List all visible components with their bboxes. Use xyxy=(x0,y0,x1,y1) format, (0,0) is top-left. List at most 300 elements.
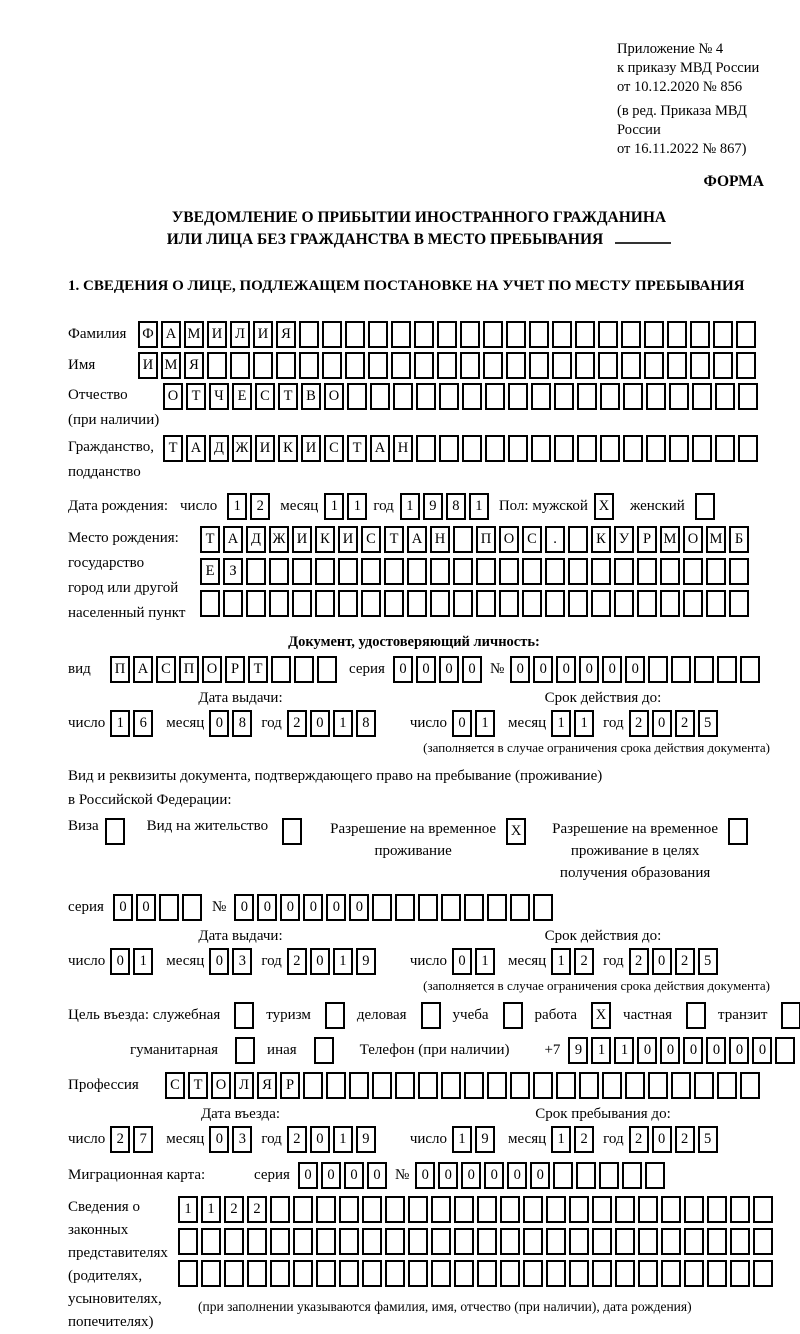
char-cell[interactable] xyxy=(201,1228,221,1255)
char-cell[interactable] xyxy=(201,1260,221,1287)
char-cell[interactable]: П xyxy=(110,656,130,683)
char-cell[interactable] xyxy=(661,1228,681,1255)
char-cell[interactable]: С xyxy=(165,1072,185,1099)
char-cell[interactable] xyxy=(500,1228,520,1255)
char-cell[interactable] xyxy=(339,1260,359,1287)
char-cell[interactable]: 2 xyxy=(574,1126,594,1153)
char-cell[interactable]: 0 xyxy=(113,894,133,921)
char-cell[interactable]: 1 xyxy=(324,493,344,520)
char-cell[interactable] xyxy=(317,656,337,683)
char-cell[interactable]: 3 xyxy=(232,1126,252,1153)
char-cell[interactable] xyxy=(230,352,250,379)
char-cell[interactable]: Т xyxy=(248,656,268,683)
char-cell[interactable] xyxy=(224,1260,244,1287)
char-cell[interactable] xyxy=(646,435,666,462)
char-cell[interactable]: 0 xyxy=(344,1162,364,1189)
char-cell[interactable] xyxy=(476,590,496,617)
char-cell[interactable]: 0 xyxy=(415,1162,435,1189)
char-cell[interactable]: К xyxy=(278,435,298,462)
char-cell[interactable]: А xyxy=(161,321,181,348)
char-cell[interactable] xyxy=(638,1228,658,1255)
char-cell[interactable] xyxy=(407,590,427,617)
char-cell[interactable] xyxy=(592,1260,612,1287)
char-cell[interactable]: 2 xyxy=(675,710,695,737)
char-cell[interactable]: 1 xyxy=(110,710,130,737)
char-cell[interactable]: 0 xyxy=(652,948,672,975)
char-cell[interactable] xyxy=(464,1072,484,1099)
char-cell[interactable] xyxy=(625,1072,645,1099)
char-cell[interactable]: 0 xyxy=(556,656,576,683)
char-cell[interactable] xyxy=(439,383,459,410)
char-cell[interactable]: . xyxy=(545,526,565,553)
char-cell[interactable]: Т xyxy=(186,383,206,410)
char-cell[interactable]: А xyxy=(186,435,206,462)
char-cell[interactable]: 0 xyxy=(507,1162,527,1189)
char-cell[interactable] xyxy=(510,894,530,921)
char-cell[interactable]: П xyxy=(179,656,199,683)
char-cell[interactable] xyxy=(246,558,266,585)
char-cell[interactable]: 1 xyxy=(551,948,571,975)
char-cell[interactable]: М xyxy=(161,352,181,379)
char-cell[interactable]: И xyxy=(292,526,312,553)
char-cell[interactable]: 1 xyxy=(475,948,495,975)
char-cell[interactable] xyxy=(579,1072,599,1099)
char-cell[interactable] xyxy=(483,321,503,348)
char-cell[interactable] xyxy=(740,1072,760,1099)
char-cell[interactable] xyxy=(247,1260,267,1287)
char-cell[interactable] xyxy=(460,352,480,379)
char-cell[interactable] xyxy=(531,383,551,410)
char-cell[interactable]: 2 xyxy=(574,948,594,975)
char-cell[interactable] xyxy=(531,435,551,462)
char-cell[interactable] xyxy=(372,1072,392,1099)
char-cell[interactable] xyxy=(430,590,450,617)
char-cell[interactable] xyxy=(270,1228,290,1255)
char-cell[interactable] xyxy=(416,383,436,410)
char-cell[interactable]: 0 xyxy=(462,656,482,683)
char-cell[interactable] xyxy=(487,894,507,921)
char-cell[interactable]: Я xyxy=(257,1072,277,1099)
char-cell[interactable] xyxy=(338,558,358,585)
char-cell[interactable]: 0 xyxy=(484,1162,504,1189)
char-cell[interactable] xyxy=(729,590,749,617)
char-cell[interactable] xyxy=(552,321,572,348)
char-cell[interactable]: 0 xyxy=(303,894,323,921)
char-cell[interactable] xyxy=(753,1196,773,1223)
char-cell[interactable]: 2 xyxy=(287,710,307,737)
char-cell[interactable]: 0 xyxy=(393,656,413,683)
char-cell[interactable] xyxy=(577,383,597,410)
char-cell[interactable] xyxy=(684,1228,704,1255)
char-cell[interactable] xyxy=(690,352,710,379)
char-cell[interactable] xyxy=(391,352,411,379)
char-cell[interactable] xyxy=(314,1037,334,1064)
char-cell[interactable]: С xyxy=(255,383,275,410)
char-cell[interactable]: Т xyxy=(188,1072,208,1099)
char-cell[interactable]: 3 xyxy=(232,948,252,975)
char-cell[interactable]: Н xyxy=(393,435,413,462)
char-cell[interactable] xyxy=(661,1260,681,1287)
char-cell[interactable] xyxy=(661,1196,681,1223)
char-cell[interactable] xyxy=(453,526,473,553)
char-cell[interactable]: 1 xyxy=(475,710,495,737)
char-cell[interactable] xyxy=(637,590,657,617)
char-cell[interactable] xyxy=(276,352,296,379)
char-cell[interactable] xyxy=(638,1196,658,1223)
char-cell[interactable] xyxy=(223,590,243,617)
char-cell[interactable]: И xyxy=(255,435,275,462)
char-cell[interactable] xyxy=(395,1072,415,1099)
char-cell[interactable] xyxy=(454,1196,474,1223)
char-cell[interactable]: 0 xyxy=(280,894,300,921)
char-cell[interactable] xyxy=(660,590,680,617)
char-cell[interactable]: 1 xyxy=(333,710,353,737)
char-cell[interactable] xyxy=(683,558,703,585)
char-cell[interactable] xyxy=(464,894,484,921)
char-cell[interactable] xyxy=(477,1228,497,1255)
char-cell[interactable] xyxy=(591,590,611,617)
char-cell[interactable]: 9 xyxy=(475,1126,495,1153)
char-cell[interactable] xyxy=(439,435,459,462)
char-cell[interactable] xyxy=(349,1072,369,1099)
char-cell[interactable] xyxy=(728,818,748,845)
char-cell[interactable] xyxy=(684,1196,704,1223)
char-cell[interactable] xyxy=(692,383,712,410)
char-cell[interactable]: 0 xyxy=(637,1037,657,1064)
char-cell[interactable] xyxy=(753,1260,773,1287)
char-cell[interactable] xyxy=(339,1196,359,1223)
char-cell[interactable]: 2 xyxy=(110,1126,130,1153)
char-cell[interactable] xyxy=(740,656,760,683)
char-cell[interactable] xyxy=(499,590,519,617)
char-cell[interactable] xyxy=(437,352,457,379)
char-cell[interactable] xyxy=(730,1228,750,1255)
char-cell[interactable] xyxy=(247,1228,267,1255)
char-cell[interactable]: Ж xyxy=(269,526,289,553)
char-cell[interactable]: 1 xyxy=(591,1037,611,1064)
char-cell[interactable] xyxy=(270,1260,290,1287)
char-cell[interactable] xyxy=(568,558,588,585)
char-cell[interactable] xyxy=(362,1260,382,1287)
char-cell[interactable] xyxy=(293,1260,313,1287)
char-cell[interactable]: С xyxy=(361,526,381,553)
char-cell[interactable] xyxy=(529,321,549,348)
char-cell[interactable]: 2 xyxy=(675,948,695,975)
char-cell[interactable]: 0 xyxy=(209,1126,229,1153)
char-cell[interactable] xyxy=(316,1196,336,1223)
char-cell[interactable]: 1 xyxy=(614,1037,634,1064)
char-cell[interactable] xyxy=(506,321,526,348)
char-cell[interactable] xyxy=(706,590,726,617)
char-cell[interactable] xyxy=(500,1196,520,1223)
char-cell[interactable]: П xyxy=(476,526,496,553)
char-cell[interactable] xyxy=(622,1162,642,1189)
char-cell[interactable]: 7 xyxy=(133,1126,153,1153)
char-cell[interactable] xyxy=(533,1072,553,1099)
char-cell[interactable] xyxy=(730,1260,750,1287)
char-cell[interactable] xyxy=(614,590,634,617)
char-cell[interactable]: О xyxy=(211,1072,231,1099)
char-cell[interactable]: 0 xyxy=(660,1037,680,1064)
char-cell[interactable] xyxy=(431,1228,451,1255)
char-cell[interactable] xyxy=(316,1260,336,1287)
char-cell[interactable]: 2 xyxy=(250,493,270,520)
char-cell[interactable] xyxy=(738,435,758,462)
char-cell[interactable]: Я xyxy=(184,352,204,379)
char-cell[interactable]: 2 xyxy=(629,1126,649,1153)
char-cell[interactable] xyxy=(645,1162,665,1189)
char-cell[interactable] xyxy=(384,558,404,585)
char-cell[interactable] xyxy=(506,352,526,379)
char-cell[interactable]: 6 xyxy=(133,710,153,737)
char-cell[interactable]: 0 xyxy=(257,894,277,921)
char-cell[interactable] xyxy=(460,321,480,348)
char-cell[interactable] xyxy=(347,383,367,410)
char-cell[interactable]: 0 xyxy=(579,656,599,683)
char-cell[interactable] xyxy=(207,352,227,379)
char-cell[interactable] xyxy=(523,1260,543,1287)
char-cell[interactable] xyxy=(695,493,715,520)
char-cell[interactable]: 0 xyxy=(298,1162,318,1189)
char-cell[interactable] xyxy=(503,1002,523,1029)
char-cell[interactable] xyxy=(315,590,335,617)
char-cell[interactable]: 0 xyxy=(234,894,254,921)
char-cell[interactable] xyxy=(671,656,691,683)
char-cell[interactable]: И xyxy=(338,526,358,553)
char-cell[interactable] xyxy=(621,352,641,379)
char-cell[interactable] xyxy=(326,1072,346,1099)
char-cell[interactable] xyxy=(362,1196,382,1223)
char-cell[interactable]: 0 xyxy=(439,656,459,683)
char-cell[interactable] xyxy=(523,1228,543,1255)
char-cell[interactable]: Т xyxy=(163,435,183,462)
char-cell[interactable]: О xyxy=(324,383,344,410)
char-cell[interactable]: 1 xyxy=(347,493,367,520)
char-cell[interactable]: 0 xyxy=(349,894,369,921)
char-cell[interactable]: 0 xyxy=(510,656,530,683)
char-cell[interactable] xyxy=(293,1228,313,1255)
char-cell[interactable]: 0 xyxy=(209,948,229,975)
char-cell[interactable]: И xyxy=(253,321,273,348)
char-cell[interactable] xyxy=(322,321,342,348)
char-cell[interactable] xyxy=(299,352,319,379)
char-cell[interactable]: 0 xyxy=(452,710,472,737)
char-cell[interactable]: 1 xyxy=(227,493,247,520)
char-cell[interactable] xyxy=(615,1260,635,1287)
char-cell[interactable]: 1 xyxy=(333,948,353,975)
char-cell[interactable]: 0 xyxy=(452,948,472,975)
char-cell[interactable]: 0 xyxy=(652,710,672,737)
char-cell[interactable] xyxy=(384,590,404,617)
char-cell[interactable] xyxy=(644,321,664,348)
char-cell[interactable]: 0 xyxy=(110,948,130,975)
char-cell[interactable] xyxy=(510,1072,530,1099)
char-cell[interactable] xyxy=(638,1260,658,1287)
char-cell[interactable]: 1 xyxy=(551,710,571,737)
char-cell[interactable]: И xyxy=(301,435,321,462)
char-cell[interactable]: Т xyxy=(347,435,367,462)
char-cell[interactable] xyxy=(499,558,519,585)
char-cell[interactable] xyxy=(692,435,712,462)
char-cell[interactable]: Р xyxy=(637,526,657,553)
char-cell[interactable] xyxy=(407,558,427,585)
char-cell[interactable] xyxy=(508,435,528,462)
char-cell[interactable] xyxy=(361,558,381,585)
char-cell[interactable] xyxy=(430,558,450,585)
char-cell[interactable] xyxy=(292,558,312,585)
char-cell[interactable]: Т xyxy=(278,383,298,410)
char-cell[interactable]: Я xyxy=(276,321,296,348)
char-cell[interactable]: К xyxy=(315,526,335,553)
char-cell[interactable] xyxy=(299,321,319,348)
char-cell[interactable] xyxy=(545,558,565,585)
char-cell[interactable] xyxy=(522,558,542,585)
char-cell[interactable] xyxy=(615,1228,635,1255)
char-cell[interactable] xyxy=(345,321,365,348)
char-cell[interactable] xyxy=(713,352,733,379)
char-cell[interactable] xyxy=(599,1162,619,1189)
char-cell[interactable] xyxy=(690,321,710,348)
char-cell[interactable] xyxy=(775,1037,795,1064)
char-cell[interactable]: К xyxy=(591,526,611,553)
char-cell[interactable] xyxy=(431,1196,451,1223)
char-cell[interactable]: 8 xyxy=(356,710,376,737)
char-cell[interactable]: 0 xyxy=(729,1037,749,1064)
char-cell[interactable] xyxy=(395,894,415,921)
char-cell[interactable] xyxy=(487,1072,507,1099)
char-cell[interactable]: 0 xyxy=(136,894,156,921)
char-cell[interactable]: 0 xyxy=(416,656,436,683)
char-cell[interactable] xyxy=(554,435,574,462)
char-cell[interactable]: Ж xyxy=(232,435,252,462)
char-cell[interactable] xyxy=(729,558,749,585)
char-cell[interactable]: 2 xyxy=(675,1126,695,1153)
char-cell[interactable] xyxy=(753,1228,773,1255)
char-cell[interactable] xyxy=(615,1196,635,1223)
char-cell[interactable] xyxy=(614,558,634,585)
char-cell[interactable] xyxy=(591,558,611,585)
char-cell[interactable] xyxy=(408,1260,428,1287)
char-cell[interactable] xyxy=(159,894,179,921)
char-cell[interactable] xyxy=(546,1260,566,1287)
char-cell[interactable] xyxy=(523,1196,543,1223)
char-cell[interactable] xyxy=(408,1196,428,1223)
char-cell[interactable] xyxy=(235,1037,255,1064)
char-cell[interactable]: Р xyxy=(225,656,245,683)
char-cell[interactable]: И xyxy=(138,352,158,379)
char-cell[interactable] xyxy=(437,321,457,348)
char-cell[interactable] xyxy=(453,558,473,585)
char-cell[interactable]: Е xyxy=(232,383,252,410)
char-cell[interactable] xyxy=(454,1260,474,1287)
char-cell[interactable] xyxy=(569,1196,589,1223)
char-cell[interactable] xyxy=(385,1196,405,1223)
char-cell[interactable] xyxy=(246,590,266,617)
char-cell[interactable] xyxy=(391,321,411,348)
char-cell[interactable]: 5 xyxy=(698,948,718,975)
char-cell[interactable]: 5 xyxy=(698,710,718,737)
char-cell[interactable]: Н xyxy=(430,526,450,553)
char-cell[interactable] xyxy=(408,1228,428,1255)
char-cell[interactable] xyxy=(592,1196,612,1223)
char-cell[interactable] xyxy=(368,321,388,348)
char-cell[interactable]: 0 xyxy=(706,1037,726,1064)
char-cell[interactable] xyxy=(577,435,597,462)
char-cell[interactable] xyxy=(546,1196,566,1223)
char-cell[interactable] xyxy=(441,894,461,921)
char-cell[interactable] xyxy=(224,1228,244,1255)
char-cell[interactable] xyxy=(667,321,687,348)
char-cell[interactable] xyxy=(623,383,643,410)
char-cell[interactable] xyxy=(568,590,588,617)
char-cell[interactable]: С xyxy=(522,526,542,553)
char-cell[interactable] xyxy=(600,435,620,462)
char-cell[interactable] xyxy=(553,1162,573,1189)
char-cell[interactable]: 5 xyxy=(698,1126,718,1153)
char-cell[interactable]: О xyxy=(163,383,183,410)
char-cell[interactable] xyxy=(485,383,505,410)
char-cell[interactable] xyxy=(781,1002,800,1029)
char-cell[interactable] xyxy=(303,1072,323,1099)
char-cell[interactable] xyxy=(483,352,503,379)
char-cell[interactable]: 8 xyxy=(232,710,252,737)
char-cell[interactable]: С xyxy=(156,656,176,683)
char-cell[interactable] xyxy=(706,558,726,585)
char-cell[interactable]: 1 xyxy=(452,1126,472,1153)
char-cell[interactable]: 2 xyxy=(629,948,649,975)
char-cell[interactable] xyxy=(598,321,618,348)
char-cell[interactable]: 0 xyxy=(625,656,645,683)
char-cell[interactable] xyxy=(385,1228,405,1255)
char-cell[interactable]: М xyxy=(706,526,726,553)
char-cell[interactable]: 0 xyxy=(321,1162,341,1189)
char-cell[interactable]: 1 xyxy=(469,493,489,520)
char-cell[interactable]: 9 xyxy=(423,493,443,520)
char-cell[interactable]: 0 xyxy=(752,1037,772,1064)
char-cell[interactable] xyxy=(686,1002,706,1029)
char-cell[interactable]: 0 xyxy=(438,1162,458,1189)
char-cell[interactable] xyxy=(717,656,737,683)
char-cell[interactable] xyxy=(529,352,549,379)
char-cell[interactable] xyxy=(476,558,496,585)
char-cell[interactable]: 1 xyxy=(574,710,594,737)
char-cell[interactable] xyxy=(715,383,735,410)
char-cell[interactable] xyxy=(500,1260,520,1287)
char-cell[interactable]: 1 xyxy=(178,1196,198,1223)
char-cell[interactable]: 0 xyxy=(310,1126,330,1153)
char-cell[interactable]: Б xyxy=(729,526,749,553)
char-cell[interactable]: Д xyxy=(246,526,266,553)
char-cell[interactable]: Л xyxy=(230,321,250,348)
char-cell[interactable]: X xyxy=(591,1002,611,1029)
char-cell[interactable] xyxy=(182,894,202,921)
char-cell[interactable] xyxy=(416,435,436,462)
char-cell[interactable] xyxy=(623,435,643,462)
char-cell[interactable] xyxy=(568,526,588,553)
char-cell[interactable]: 0 xyxy=(367,1162,387,1189)
char-cell[interactable] xyxy=(234,1002,254,1029)
char-cell[interactable] xyxy=(707,1260,727,1287)
char-cell[interactable]: 0 xyxy=(602,656,622,683)
char-cell[interactable] xyxy=(569,1260,589,1287)
char-cell[interactable] xyxy=(644,352,664,379)
char-cell[interactable] xyxy=(648,656,668,683)
char-cell[interactable] xyxy=(552,352,572,379)
char-cell[interactable] xyxy=(269,590,289,617)
char-cell[interactable] xyxy=(717,1072,737,1099)
char-cell[interactable] xyxy=(454,1228,474,1255)
char-cell[interactable]: 2 xyxy=(224,1196,244,1223)
